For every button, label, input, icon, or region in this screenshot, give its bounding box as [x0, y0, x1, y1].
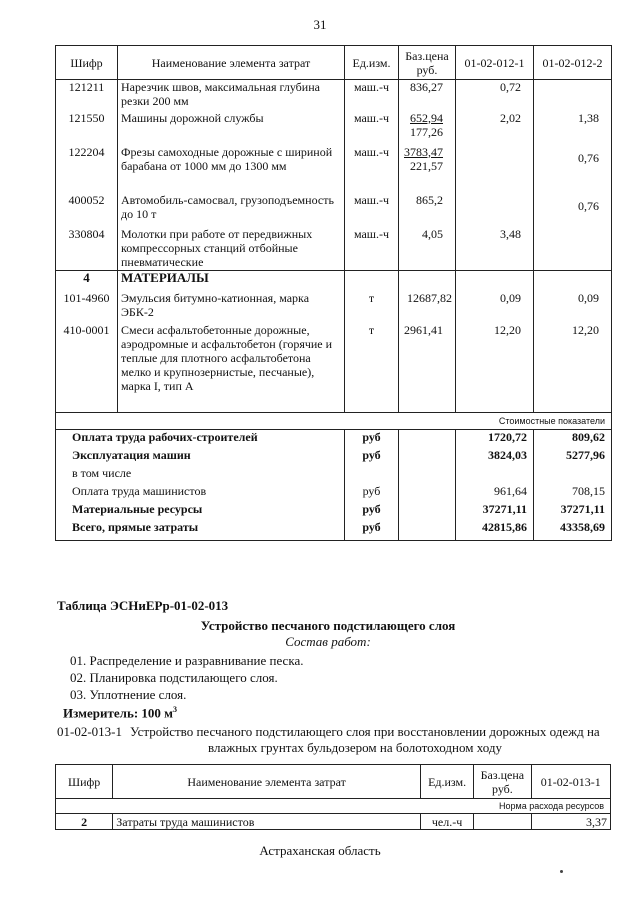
row-code: 400052 [56, 193, 118, 227]
table-row [56, 814, 611, 830]
header-name: Наименование элемента затрат [118, 46, 345, 80]
summary-unit: руб [345, 430, 399, 448]
row-code: 121211 [56, 80, 118, 111]
price-primary: 3783,47 [404, 144, 443, 159]
summary-row [56, 520, 612, 541]
meter-label [63, 705, 177, 721]
header-col-2: 01-02-012-2 [534, 46, 612, 80]
table-row [56, 291, 612, 323]
table-header-row [56, 46, 612, 80]
work-item: 03. Уплотнение слоя. [70, 687, 187, 702]
row-unit: маш.-ч [345, 80, 399, 111]
cost-note: Стоимостные показатели [56, 413, 612, 430]
row-unit: маш.-ч [345, 193, 399, 227]
row-value-2: 12,20 [534, 323, 612, 413]
row-price [399, 145, 456, 193]
row-name: Машины дорожной службы [118, 111, 345, 145]
header-code: Шифр [56, 765, 113, 799]
price-primary: 652,94 [410, 110, 443, 125]
summary-value-2: 37271,11 [534, 502, 612, 520]
row-unit: маш.-ч [345, 145, 399, 193]
summary-value-2 [534, 466, 612, 484]
row-name: Смеси асфальтобетонные дорожные, аэродромные и асфальтобетон (горячие и теплые для плотного асфальтобетона мелко и крупнозернистые, песчаные), марка I, тип А [118, 323, 345, 413]
row-value-1: 3,37 [531, 814, 610, 830]
row-name: Затраты труда машинистов [113, 814, 421, 830]
summary-row [56, 430, 612, 448]
row-value-1: 12,20 [456, 323, 534, 413]
summary-value-1: 42815,86 [456, 520, 534, 541]
work-item: 01. Распределение и разравнивание песка. [70, 653, 304, 668]
row-name: Эмульсия битумно-катионная, марка ЭБК-2 [118, 291, 345, 323]
table-row [56, 227, 612, 271]
row-unit: чел.-ч [420, 814, 473, 830]
summary-row [56, 448, 612, 466]
row-price: 865,2 [399, 193, 456, 227]
row-code: 101-4960 [56, 291, 118, 323]
header-col-1: 01-02-012-1 [456, 46, 534, 80]
summary-value-1: 1720,72 [456, 430, 534, 448]
section-title: МАТЕРИАЛЫ [118, 271, 345, 291]
summary-value-2: 43358,69 [534, 520, 612, 541]
row-price: 2961,41 [399, 323, 456, 413]
summary-label: Всего, прямые затраты [56, 520, 345, 541]
table-label: Таблица ЭСНиЕРр-01-02-013 [57, 598, 229, 613]
summary-label: Материальные ресурсы [56, 502, 345, 520]
section-code: 4 [56, 271, 118, 291]
header-price: Баз.цена руб. [474, 765, 531, 799]
header-price: Баз.цена руб. [399, 46, 456, 80]
header-name: Наименование элемента затрат [113, 765, 421, 799]
row-value-1 [456, 193, 534, 227]
row-code: 121550 [56, 111, 118, 145]
row-name: Молотки при работе от передвижных компрессорных станций отбойные пневматические [118, 227, 345, 271]
summary-unit: руб [345, 484, 399, 502]
summary-row [56, 484, 612, 502]
summary-value-1: 37271,11 [456, 502, 534, 520]
resource-table-2 [55, 764, 611, 830]
section-row [56, 271, 612, 291]
summary-label: Оплата труда рабочих-строителей [56, 430, 345, 448]
header-code: Шифр [56, 46, 118, 80]
price-secondary: 177,26 [410, 124, 443, 139]
row-name: Автомобиль-самосвал, грузоподъемность до 10 т [118, 193, 345, 227]
row-value-2: 0,76 [534, 145, 612, 193]
row-value-2 [534, 80, 612, 111]
row-value-1: 3,48 [456, 227, 534, 271]
section-heading: Устройство песчаного подстилающего слоя [200, 618, 456, 633]
summary-value-1 [456, 466, 534, 484]
summary-value-2: 5277,96 [534, 448, 612, 466]
row-price: 836,27 [399, 80, 456, 111]
norm-note: Норма расхода ресурсов [56, 799, 611, 814]
summary-unit: руб [345, 448, 399, 466]
item-description-line-2: влажных грунтах бульдозером на болотоходном ходу [208, 740, 502, 755]
table-row [56, 80, 612, 111]
row-price [474, 814, 531, 830]
meter-superscript: 3 [173, 705, 178, 714]
row-unit: маш.-ч [345, 111, 399, 145]
table-row [56, 193, 612, 227]
scan-dot [560, 870, 563, 873]
row-unit: т [345, 291, 399, 323]
summary-value-2: 708,15 [534, 484, 612, 502]
summary-value-1: 3824,03 [456, 448, 534, 466]
row-name: Фрезы самоходные дорожные с шириной барабана от 1000 мм до 1300 мм [118, 145, 345, 193]
table-header-row [56, 765, 611, 799]
row-price: 12687,82 [399, 291, 456, 323]
section-subheading: Состав работ: [285, 634, 371, 649]
resource-table [55, 45, 612, 541]
row-value-2: 0,09 [534, 291, 612, 323]
table-row [56, 111, 612, 145]
header-unit: Ед.изм. [345, 46, 399, 80]
price-secondary: 221,57 [410, 158, 443, 173]
summary-row [56, 502, 612, 520]
table-row [56, 145, 612, 193]
row-value-1: 0,72 [456, 80, 534, 111]
row-value-1 [456, 145, 534, 193]
summary-value-2: 809,62 [534, 430, 612, 448]
row-unit: маш.-ч [345, 227, 399, 271]
row-value-2: 0,76 [534, 193, 612, 227]
table-row [56, 323, 612, 413]
summary-value-1: 961,64 [456, 484, 534, 502]
summary-label: в том числе [56, 466, 345, 484]
page-number: 31 [313, 17, 327, 32]
row-code: 2 [56, 814, 113, 830]
summary-unit: руб [345, 502, 399, 520]
row-unit: т [345, 323, 399, 413]
summary-label: Оплата труда машинистов [56, 484, 345, 502]
meter-text: Измеритель: 100 м [63, 705, 174, 721]
row-code: 122204 [56, 145, 118, 193]
header-unit: Ед.изм. [420, 765, 473, 799]
row-value-2 [534, 227, 612, 271]
row-code: 410-0001 [56, 323, 118, 413]
row-price: 4,05 [399, 227, 456, 271]
row-value-1: 2,02 [456, 111, 534, 145]
summary-row [56, 466, 612, 484]
item-description-line-1: Устройство песчаного подстилающего слоя при восстановлении дорожных одежд на [130, 724, 600, 739]
row-value-1: 0,09 [456, 291, 534, 323]
row-value-2: 1,38 [534, 111, 612, 145]
summary-unit [345, 466, 399, 484]
summary-label: Эксплуатация машин [56, 448, 345, 466]
summary-unit: руб [345, 520, 399, 541]
norm-row [56, 799, 611, 814]
header-col-1: 01-02-013-1 [531, 765, 610, 799]
footer-region: Астраханская область [259, 843, 381, 858]
row-name: Нарезчик швов, максимальная глубина резки 200 мм [118, 80, 345, 111]
row-price [399, 111, 456, 145]
cost-note-row [56, 413, 612, 430]
item-code: 01-02-013-1 [57, 724, 122, 739]
row-code: 330804 [56, 227, 118, 271]
work-item: 02. Планировка подстилающего слоя. [70, 670, 278, 685]
